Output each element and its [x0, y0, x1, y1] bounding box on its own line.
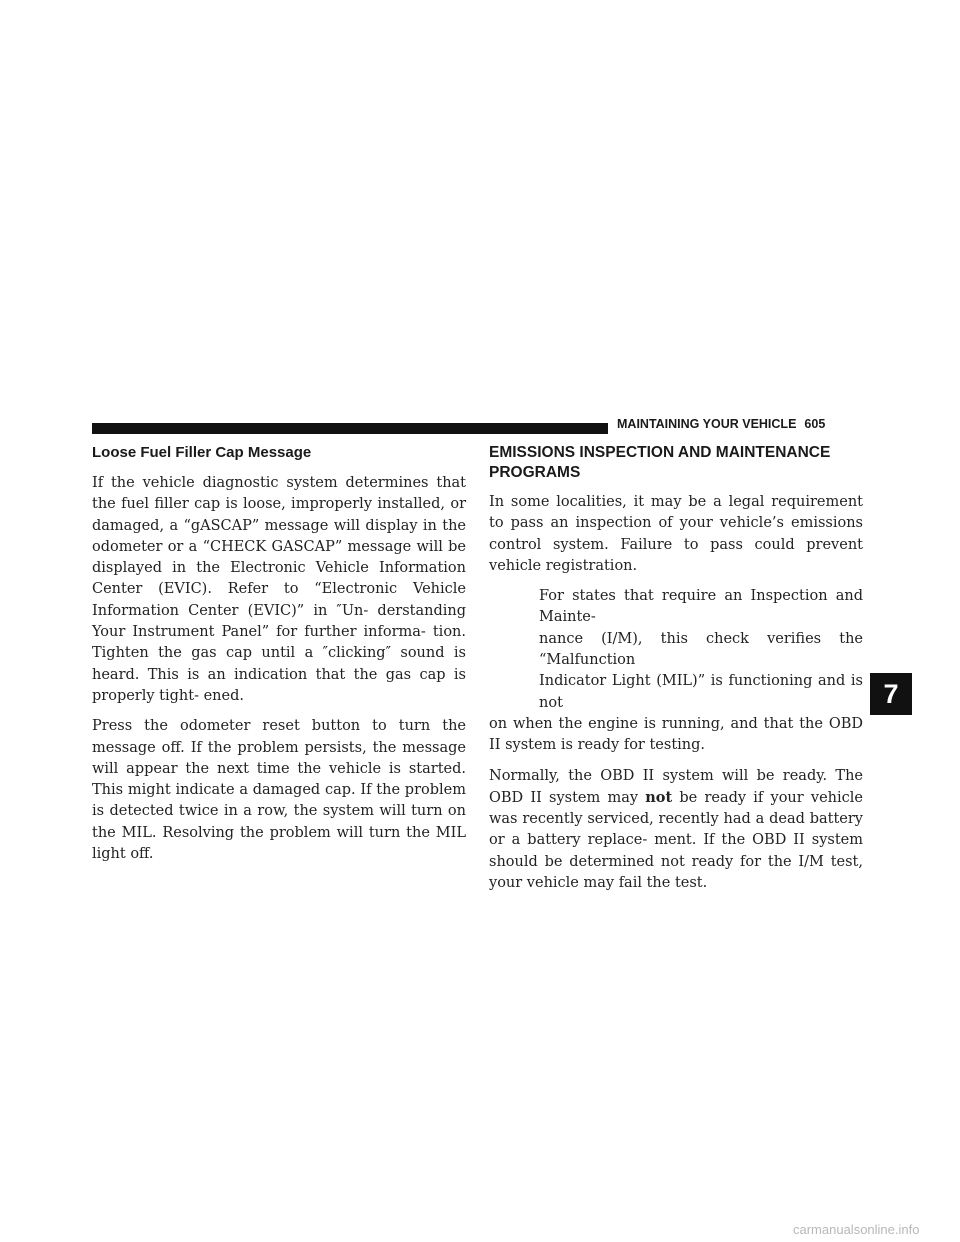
- p3-text-after: be ready if your vehicle was recently serviced, recently had a dead battery or a battery replace- ment. If the OBD II system should be determined not ready for the I/M test, your vehicle may fail the test.: [489, 789, 863, 892]
- emissions-heading: EMISSIONS INSPECTION AND MAINTENANCE PROGRAMS: [489, 444, 831, 481]
- emissions-paragraph-1: In some localities, it may be a legal requirement to pass an inspection of your vehicle’s emissions control system. Failure to pass could prevent vehicle registration.: [489, 494, 863, 574]
- emissions-paragraph-2-rest: on when the engine is running, and that the OBD II system is ready for testing.: [489, 715, 863, 754]
- p3-text-before: Normally, the OBD II system will be ready. The OBD II system may: [489, 767, 863, 806]
- indent-line-2: nance (I/M), this check verifies the “Malfunction: [539, 630, 863, 669]
- emissions-paragraph-2: [489, 586, 863, 756]
- emissions-paragraph-3: [489, 766, 863, 895]
- loose-cap-heading: Loose Fuel Filler Cap Message: [92, 444, 312, 461]
- watermark-text: carmanualsonline.info: [793, 1222, 920, 1237]
- indent-line-3: Indicator Light (MIL)” is functioning and is not: [539, 673, 863, 711]
- indent-line-1: For states that require an Inspection and Mainte-: [539, 588, 863, 626]
- header-rule: [92, 423, 608, 434]
- chapter-tab: 7: [870, 673, 912, 715]
- indented-block: [489, 586, 863, 714]
- running-header: [617, 417, 825, 431]
- loose-cap-paragraph-1: If the vehicle diagnostic system determines that the fuel filler cap is loose, improperly installed, or damaged, a “gASCAP” message will display in the odometer or a “CHECK GASCAP” message will be displayed in the Electronic Vehicle Information Center (EVIC). Refer to “Electronic Vehicle Information Center (EVIC)” in ″Un- derstanding Your Instrument Panel” for further informa- tion. Tighten the gas cap until a ″clicking″ sound is heard. This is an indication that the gas cap is properly tight- ened.: [92, 475, 466, 704]
- left-column: [92, 443, 466, 874]
- section-title: MAINTAINING YOUR VEHICLE: [617, 417, 797, 431]
- right-column: [489, 443, 863, 903]
- loose-cap-paragraph-2: Press the odometer reset button to turn the message off. If the problem persists, the message will appear the next time the vehicle is started. This might indicate a damaged cap. If the problem is detected twice in a row, the system will turn on the MIL. Resolving the problem will turn the MIL light off.: [92, 718, 466, 863]
- page-number: 605: [804, 417, 826, 431]
- p3-bold-not: not: [645, 788, 673, 806]
